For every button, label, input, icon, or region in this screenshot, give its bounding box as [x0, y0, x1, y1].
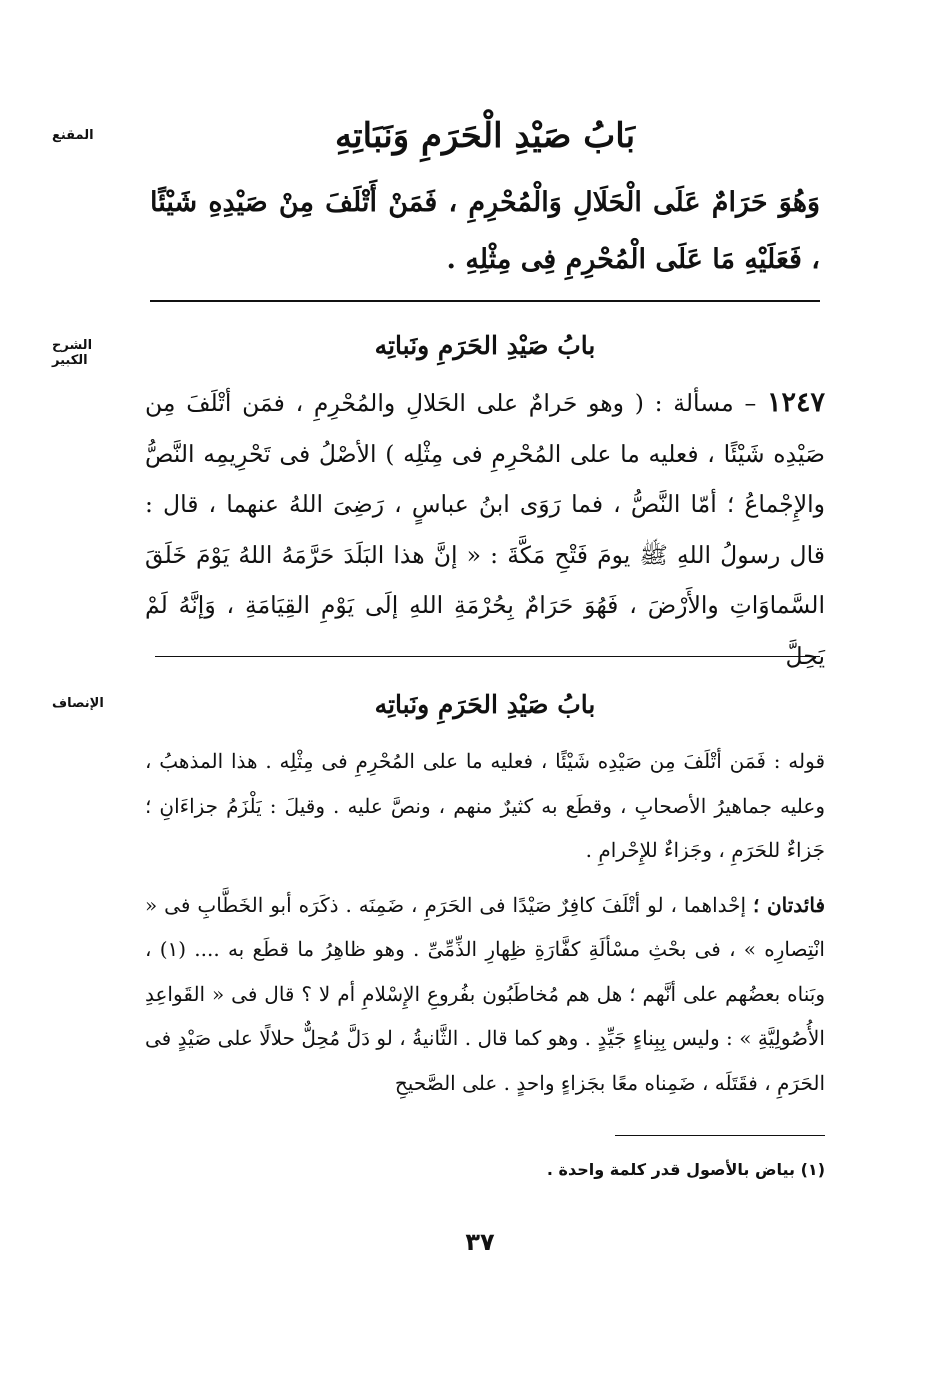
- footnote: (١) بياض بالأصول قدر كلمة واحدة .: [546, 1160, 825, 1179]
- muqni-text: وَهُوَ حَرَامٌ عَلَى الْحَلَالِ وَالْمُحْرِمِ ، فَمَنْ أَتْلَفَ مِنْ صَيْدِهِ شَيْئًا ، فَعَلَيْهِ مَا عَلَى الْمُحْرِمِ فِى مِثْلِهِ .: [150, 187, 820, 275]
- sharh-body: – مسألة : ( وهو حَرامٌ على الحَلالِ والمُحْرِمِ ، فمَن أتْلَفَ مِن صَيْدِه شَيْئًا ، فعليه ما على المُحْرِمِ فى مِثْلِه ) الأصْلُ فى تَحْرِيمِه النَّصُّ والإِجْماعُ ؛ أمّا النَّصُّ ، فما رَوَى ابنُ عباسٍ ، رَضِىَ اللهُ عنهما ، قال : قال رسولُ اللهِ ﷺ يومَ فَتْحِ مَكَّةَ : « إنَّ هذا البَلَدَ حَرَّمَهُ اللهُ يَوْمَ خَلَقَ السَّماوَاتِ والأَرْضَ ، فَهُوَ حَرَامٌ بِحُرْمَةِ اللهِ إلَى يَوْمِ القِيَامَةِ ، وَإنَّهُ لَمْ يَحِلَّ: [145, 389, 825, 670]
- insaf-title: بابُ صَيْدِ الحَرَمِ ونَباتِه: [374, 690, 596, 719]
- insaf-paragraph-1: قوله : فَمَن أتْلَفَ مِن صَيْدِه شَيْئًا ، فعليه ما على المُحْرِمِ فى مِثْلِه . هذا المذهبُ ، وعليه جماهيرُ الأصحابِ ، وقطَع به كثيرٌ منهم ، ونصَّ عليه . وقيلَ : يَلْزَمُ جزاءَانِ ؛ جَزاءٌ للحَرَمِ ، وجَزاءٌ للإِحْرامِ .: [145, 749, 825, 862]
- section-divider-2: [155, 656, 820, 657]
- sharh-title: بابُ صَيْدِ الحَرَمِ ونَباتِه: [374, 331, 596, 360]
- insaf-lead: فائدتان ؛: [753, 892, 826, 917]
- insaf-paragraph-2: [145, 883, 825, 1106]
- footnote-divider: [615, 1135, 825, 1136]
- muqni-section: [150, 112, 820, 288]
- sharh-section: [145, 326, 825, 681]
- section-label-insaf: الإنصاف: [52, 696, 104, 711]
- insaf-section: [145, 685, 825, 1105]
- section-divider-1: [150, 300, 820, 302]
- issue-number: ١٢٤٧: [766, 387, 825, 418]
- section-label-sharh: الشرح الكبير: [52, 338, 93, 368]
- page-number: ٣٧: [465, 1228, 495, 1256]
- muqni-title: بَابُ صَيْدِ الْحَرَمِ وَنَبَاتِهِ: [334, 116, 636, 156]
- sharh-text: [145, 378, 825, 681]
- insaf-paragraph-2-body: إحْداهما ، لو أتْلَفَ كافِرٌ صَيْدًا فى الحَرَمِ ، ضَمِنَه . ذكَرَه أبو الخَطَّابِ فى « انْتِصارِه » ، فى بحْثِ مسْألَةِ كفَّارَةِ ظِهارِ الذِّمِّىِّ . وهو ظاهِرُ ما قطَع به .... (١) ، وبَناه بعضُهم على أنَّهم ؛ هل هم مُخاطَبُون بفُروعِ الإِسْلامِ أم لا ؟ قال فى « القَواعِدِ الأُصُولِيَّةِ » : وليس بِبِناءٍ جَيِّدٍ . وهو كما قال . الثَّانيةُ ، لو دَلَّ مُحِلٌّ حلالًا على صَيْدٍ فى الحَرَمِ ، فقَتَلَه ، ضَمِناه معًا بجَزاءٍ واحدٍ . على الصَّحيحِ: [145, 892, 825, 1095]
- section-label-muqni: المقنع: [52, 128, 94, 143]
